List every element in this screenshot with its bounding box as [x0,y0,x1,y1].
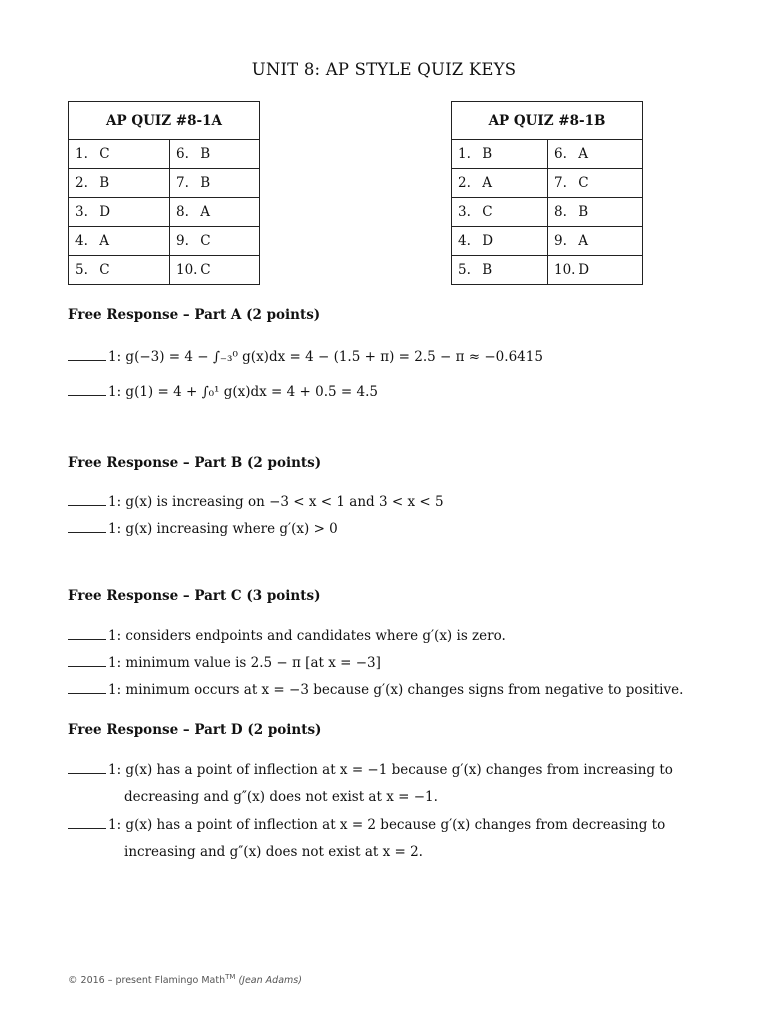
answer-letter: A [482,175,493,191]
quiz-a-header: AP QUIZ #8-1A [69,102,260,140]
answer-cell [69,256,170,285]
page-title: UNIT 8: AP STYLE QUIZ KEYS [251,60,517,79]
answer-cell [548,140,643,169]
answer-cell [548,198,643,227]
part-b-heading: Free Response – Part B (2 points) [68,455,322,471]
question-number: 3. [75,204,88,220]
score-blank[interactable] [68,682,106,694]
part-c-heading: Free Response – Part C (3 points) [68,588,321,604]
answer-cell [548,256,643,285]
answer-row [452,169,643,198]
answer-row [452,140,643,169]
question-number: 2. [75,175,88,191]
score-blank[interactable] [68,384,106,396]
answer-letter: C [482,204,493,220]
question-number: 6. [554,146,567,162]
score-blank[interactable] [68,349,106,361]
answer-letter: A [578,146,589,162]
answer-letter: C [200,262,211,278]
question-number: 1. [75,146,88,162]
answer-cell [69,227,170,256]
answer-letter: A [578,233,589,249]
score-blank[interactable] [68,628,106,640]
question-number: 10. [176,262,198,278]
answer-cell [452,227,548,256]
question-number: 5. [458,262,471,278]
answer-letter: C [200,233,211,249]
question-number: 8. [176,204,189,220]
answer-letter: B [482,262,493,278]
part-d-line-2-cont: increasing and g″(x) does not exist at x = 2. [124,844,423,860]
answer-cell [170,256,260,285]
part-d-line-1: 1: g(x) has a point of inflection at x = −1 because g′(x) changes from increasing to [68,762,673,778]
answer-letter: B [200,175,211,191]
part-c-line-1: 1: considers endpoints and candidates where g′(x) is zero. [68,628,506,644]
answer-row [69,256,260,285]
question-number: 7. [176,175,189,191]
score-blank[interactable] [68,655,106,667]
question-number: 2. [458,175,471,191]
answer-letter: C [578,175,589,191]
answer-letter: B [200,146,211,162]
answer-row [452,198,643,227]
answer-letter: C [99,262,110,278]
question-number: 9. [176,233,189,249]
answer-letter: A [99,233,110,249]
question-number: 4. [75,233,88,249]
answer-row [69,198,260,227]
part-a-heading: Free Response – Part A (2 points) [68,307,321,323]
answer-cell [170,227,260,256]
answer-letter: B [482,146,493,162]
part-b-line-1: 1: g(x) is increasing on −3 < x < 1 and 3 < x < 5 [68,494,444,510]
part-d-line-1-cont: decreasing and g″(x) does not exist at x = −1. [124,789,438,805]
answer-row [69,227,260,256]
answer-letter: A [200,204,211,220]
quiz-b-key-table [451,101,643,285]
part-a-line-1: 1: g(−3) = 4 − ∫₋₃⁰ g(x)dx = 4 − (1.5 + π) = 2.5 − π ≈ −0.6415 [68,349,543,365]
answer-row [69,140,260,169]
question-number: 5. [75,262,88,278]
answer-cell [69,169,170,198]
part-b-line-2: 1: g(x) increasing where g′(x) > 0 [68,521,338,537]
question-number: 6. [176,146,189,162]
score-blank[interactable] [68,817,106,829]
answer-row [452,256,643,285]
answer-cell [548,227,643,256]
question-number: 9. [554,233,567,249]
answer-letter: D [99,204,111,220]
question-number: 10. [554,262,576,278]
answer-cell [548,169,643,198]
copyright-footer: © 2016 – present Flamingo Math™ (Jean Adams) [68,973,302,987]
quiz-a-rows [69,140,260,285]
quiz-b-rows [452,140,643,285]
answer-cell [69,140,170,169]
question-number: 8. [554,204,567,220]
question-number: 4. [458,233,471,249]
quiz-b-header: AP QUIZ #8-1B [452,102,643,140]
answer-letter: D [482,233,494,249]
answer-letter: B [578,204,589,220]
part-a-line-2: 1: g(1) = 4 + ∫₀¹ g(x)dx = 4 + 0.5 = 4.5 [68,384,378,400]
answer-letter: C [99,146,110,162]
answer-cell [170,140,260,169]
score-blank[interactable] [68,494,106,506]
answer-letter: B [99,175,110,191]
answer-cell [452,169,548,198]
score-blank[interactable] [68,521,106,533]
part-c-line-3: 1: minimum occurs at x = −3 because g′(x) changes signs from negative to positive. [68,682,683,698]
quiz-a-key-table [68,101,260,285]
answer-cell [170,169,260,198]
part-d-heading: Free Response – Part D (2 points) [68,722,322,738]
part-d-line-2: 1: g(x) has a point of inflection at x = 2 because g′(x) changes from decreasing to [68,817,665,833]
answer-letter: D [578,262,590,278]
answer-cell [452,198,548,227]
score-blank[interactable] [68,762,106,774]
answer-cell [69,198,170,227]
question-number: 3. [458,204,471,220]
answer-row [452,227,643,256]
answer-cell [452,256,548,285]
question-number: 1. [458,146,471,162]
part-c-line-2: 1: minimum value is 2.5 − π [at x = −3] [68,655,381,671]
answer-row [69,169,260,198]
answer-cell [170,198,260,227]
question-number: 7. [554,175,567,191]
answer-cell [452,140,548,169]
